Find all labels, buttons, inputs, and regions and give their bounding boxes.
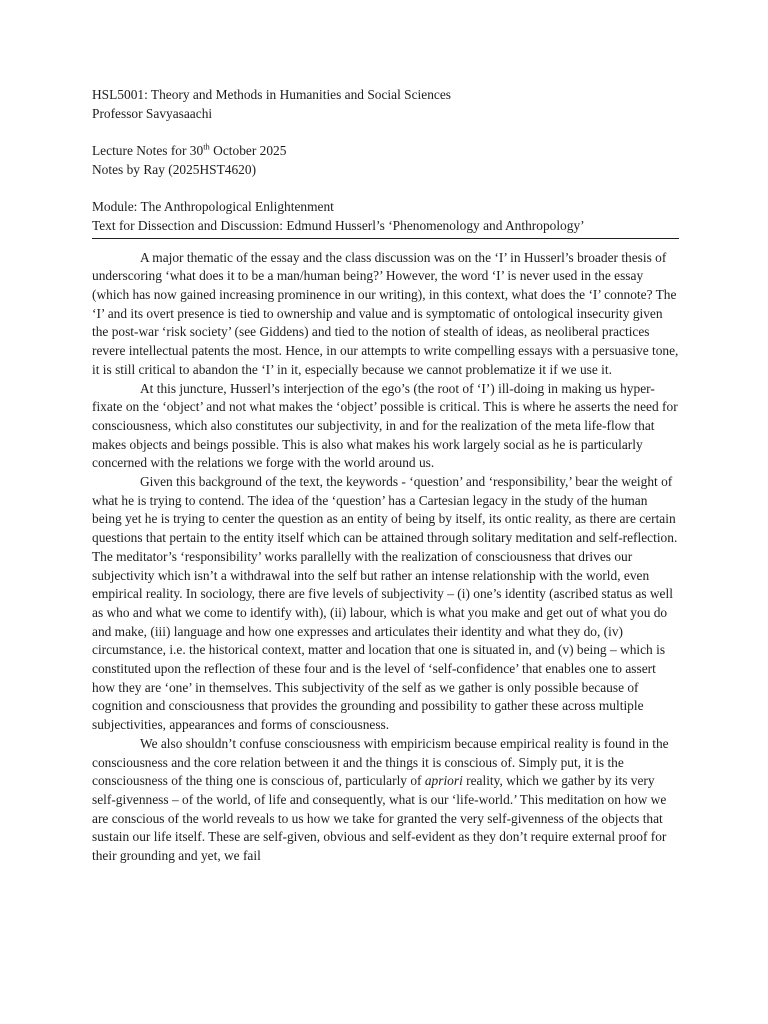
paragraph-3: Given this background of the text, the keywords - ‘question’ and ‘responsibility,’ bear the weight of what he is trying to contend. The idea of the ‘question’ has a Cartesian legacy in the study of the human being yet he is trying to center the question as an entity of being by itself, its ontic reality, as there are certain questions that pertain to the entity itself which can be attained through solitary meditation and self-reflection. The meditator’s ‘responsibility’ works parallelly with the realization of consciousness that drives our subjectivity which isn’t a withdrawal into the self but rather an intense relationship with the world, even empirical reality. In sociology, there are five levels of subjectivity – (i) one’s identity (ascribed status as well as who and what we come to identify with), (ii) labour, which is what you make and get out of what you do and make, (iii) language and how one expresses and articulates their identity and what they do, (iv) circumstance, i.e. the historical context, matter and location that one is situated in, and (v) being – which is constituted upon the reflection of these four and is the level of ‘self-confidence’ that enables one to assert how they are ‘one’ in themselves. This subjectivity of the self as we gather is only possible because of cognition and consciousness that provides the grounding and possibility to gather these across multiple subjectivities, appearances and forms of consciousness. bbox=[92, 474, 678, 733]
document-header bbox=[92, 86, 679, 239]
document-body bbox=[92, 249, 679, 866]
header-divider bbox=[92, 238, 679, 239]
module-title: Module: The Anthropological Enlightenment bbox=[92, 199, 334, 215]
paragraph-2: At this juncture, Husserl’s interjection of the ego’s (the root of ‘I’) ill-doing in making us hyper-fixate on the ‘object’ and not what makes the ‘object’ possible is critical. This is where he asserts the need for consciousness, which also constitutes our subjectivity, in and for the realization of the meta life-flow that makes objects and beings possible. This is also what makes his work largely social as he is particularly concerned with the relations we forge with the world around us. bbox=[92, 380, 678, 471]
document-page bbox=[92, 86, 679, 866]
notes-author: Notes by Ray (2025HST4620) bbox=[92, 161, 257, 177]
paragraph-4: We also shouldn’t confuse consciousness with empiricism because empirical reality is found in the consciousness and the core relation between it and the things it is conscious of. Simply put, it is the consciousness of the thing one is conscious of, particularly of apriori reality, which we gather by its very self-givenness – of the world, of life and consequently, what is our ‘life-world.’ This meditation on how we are conscious of the world reveals to us how we take for granted the very self-givenness of the objects that sustain our life itself. These are self-given, obvious and self-evident as they don’t require external proof for their grounding and yet, we fail bbox=[92, 735, 669, 864]
discussion-text-title: Text for Dissection and Discussion: Edmund Husserl’s ‘Phenomenology and Anthropology’ bbox=[92, 217, 585, 233]
apriori-term: apriori bbox=[424, 773, 463, 789]
paragraph-1: A major thematic of the essay and the class discussion was on the ‘I’ in Husserl’s broader thesis of underscoring ‘what does it to be a man/human being?’ However, the word ‘I’ is never used in the essay (which has now gained increasing prominence in our writing), in this context, what does the ‘I’ connote? The ‘I’ and its overt presence is tied to ownership and value and is symptomatic of ontological insecurity given the post-war ‘risk society’ (see Giddens) and tied to the notion of stealth of ideas, as neoliberal practices revere intellectual patents the most. Hence, in our attempts to write compelling essays with a persuasive tone, it is still critical to abandon the ‘I’ in it, especially because we cannot problematize it if we use it. bbox=[92, 249, 679, 377]
course-title: HSL5001: Theory and Methods in Humanities and Social Sciences bbox=[92, 87, 452, 102]
professor-name: Professor Savyasaachi bbox=[92, 105, 213, 121]
lecture-date: Lecture Notes for 30th October 2025 bbox=[92, 141, 287, 159]
